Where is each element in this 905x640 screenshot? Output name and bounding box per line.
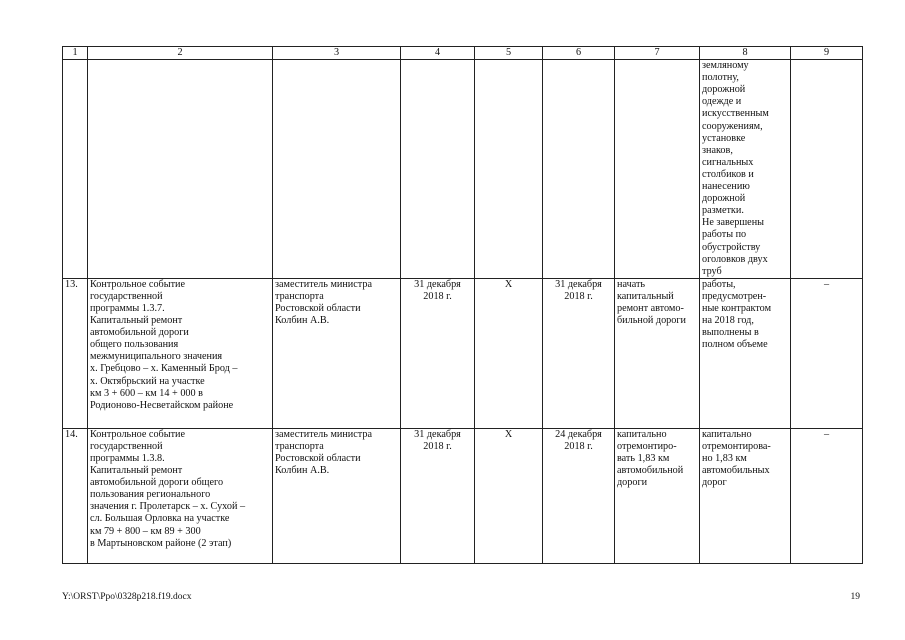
event-cell: Контрольное событие государственной программы 1.3.8. Капитальный ремонт автомобильной дороги общего пользования регионального значения г. Пролетарск – х. Сухой – сл. Большая Орловка на участке км 79 + 800 – км 89 + 300 в Мартыновском районе (2 этап) — [88, 428, 273, 563]
row-number: 14. — [63, 428, 88, 563]
col-num-7: 7 — [615, 47, 700, 60]
col5-cell: Х — [475, 428, 543, 563]
continuation-result-cell: земляному полотну, дорожной одежде и искусственным сооружениям, установке знаков, сигнальных столбиков и нанесению дорожной разметки. Не завершены работы по обустройству оголовков двух труб — [700, 60, 791, 279]
continuation-row — [63, 60, 863, 279]
plan-date-cell: 31 декабря 2018 г. — [401, 428, 475, 563]
col-num-5: 5 — [475, 47, 543, 60]
table-row — [63, 278, 863, 428]
col8-cell: капитально отремонтирова- но 1,83 км автомобильных дорог — [700, 428, 791, 563]
col-num-4: 4 — [401, 47, 475, 60]
col-num-2: 2 — [88, 47, 273, 60]
col7-cell: начать капитальный ремонт автомо- бильной дороги — [615, 278, 700, 428]
fact-date-cell: 24 декабря 2018 г. — [543, 428, 615, 563]
col-num-8: 8 — [700, 47, 791, 60]
col9-cell: – — [791, 278, 863, 428]
column-number-row — [63, 47, 863, 60]
col5-cell: Х — [475, 278, 543, 428]
plan-date-cell: 31 декабря 2018 г. — [401, 278, 475, 428]
footer-file-path: Y:\ORST\Ppo\0328p218.f19.docx — [62, 592, 192, 602]
col-num-9: 9 — [791, 47, 863, 60]
col9-cell: – — [791, 428, 863, 563]
row-number: 13. — [63, 278, 88, 428]
report-table — [62, 46, 863, 564]
col8-cell: работы, предусмотрен- ные контрактом на 2018 год, выполнены в полном объеме — [700, 278, 791, 428]
col-num-3: 3 — [273, 47, 401, 60]
col-num-1: 1 — [63, 47, 88, 60]
responsible-cell: заместитель министра транспорта Ростовской области Колбин А.В. — [273, 428, 401, 563]
event-cell: Контрольное событие государственной программы 1.3.7. Капитальный ремонт автомобильной дороги общего пользования межмуниципального значения х. Гребцово – х. Каменный Брод – х. Октябрьский на участке км 3 + 600 – км 14 + 000 в Родионово-Несветайском районе — [88, 278, 273, 428]
responsible-cell: заместитель министра транспорта Ростовской области Колбин А.В. — [273, 278, 401, 428]
fact-date-cell: 31 декабря 2018 г. — [543, 278, 615, 428]
col-num-6: 6 — [543, 47, 615, 60]
col7-cell: капитально отремонтиро- вать 1,83 км автомобильной дороги — [615, 428, 700, 563]
page-number: 19 — [850, 592, 860, 602]
table-row — [63, 428, 863, 563]
